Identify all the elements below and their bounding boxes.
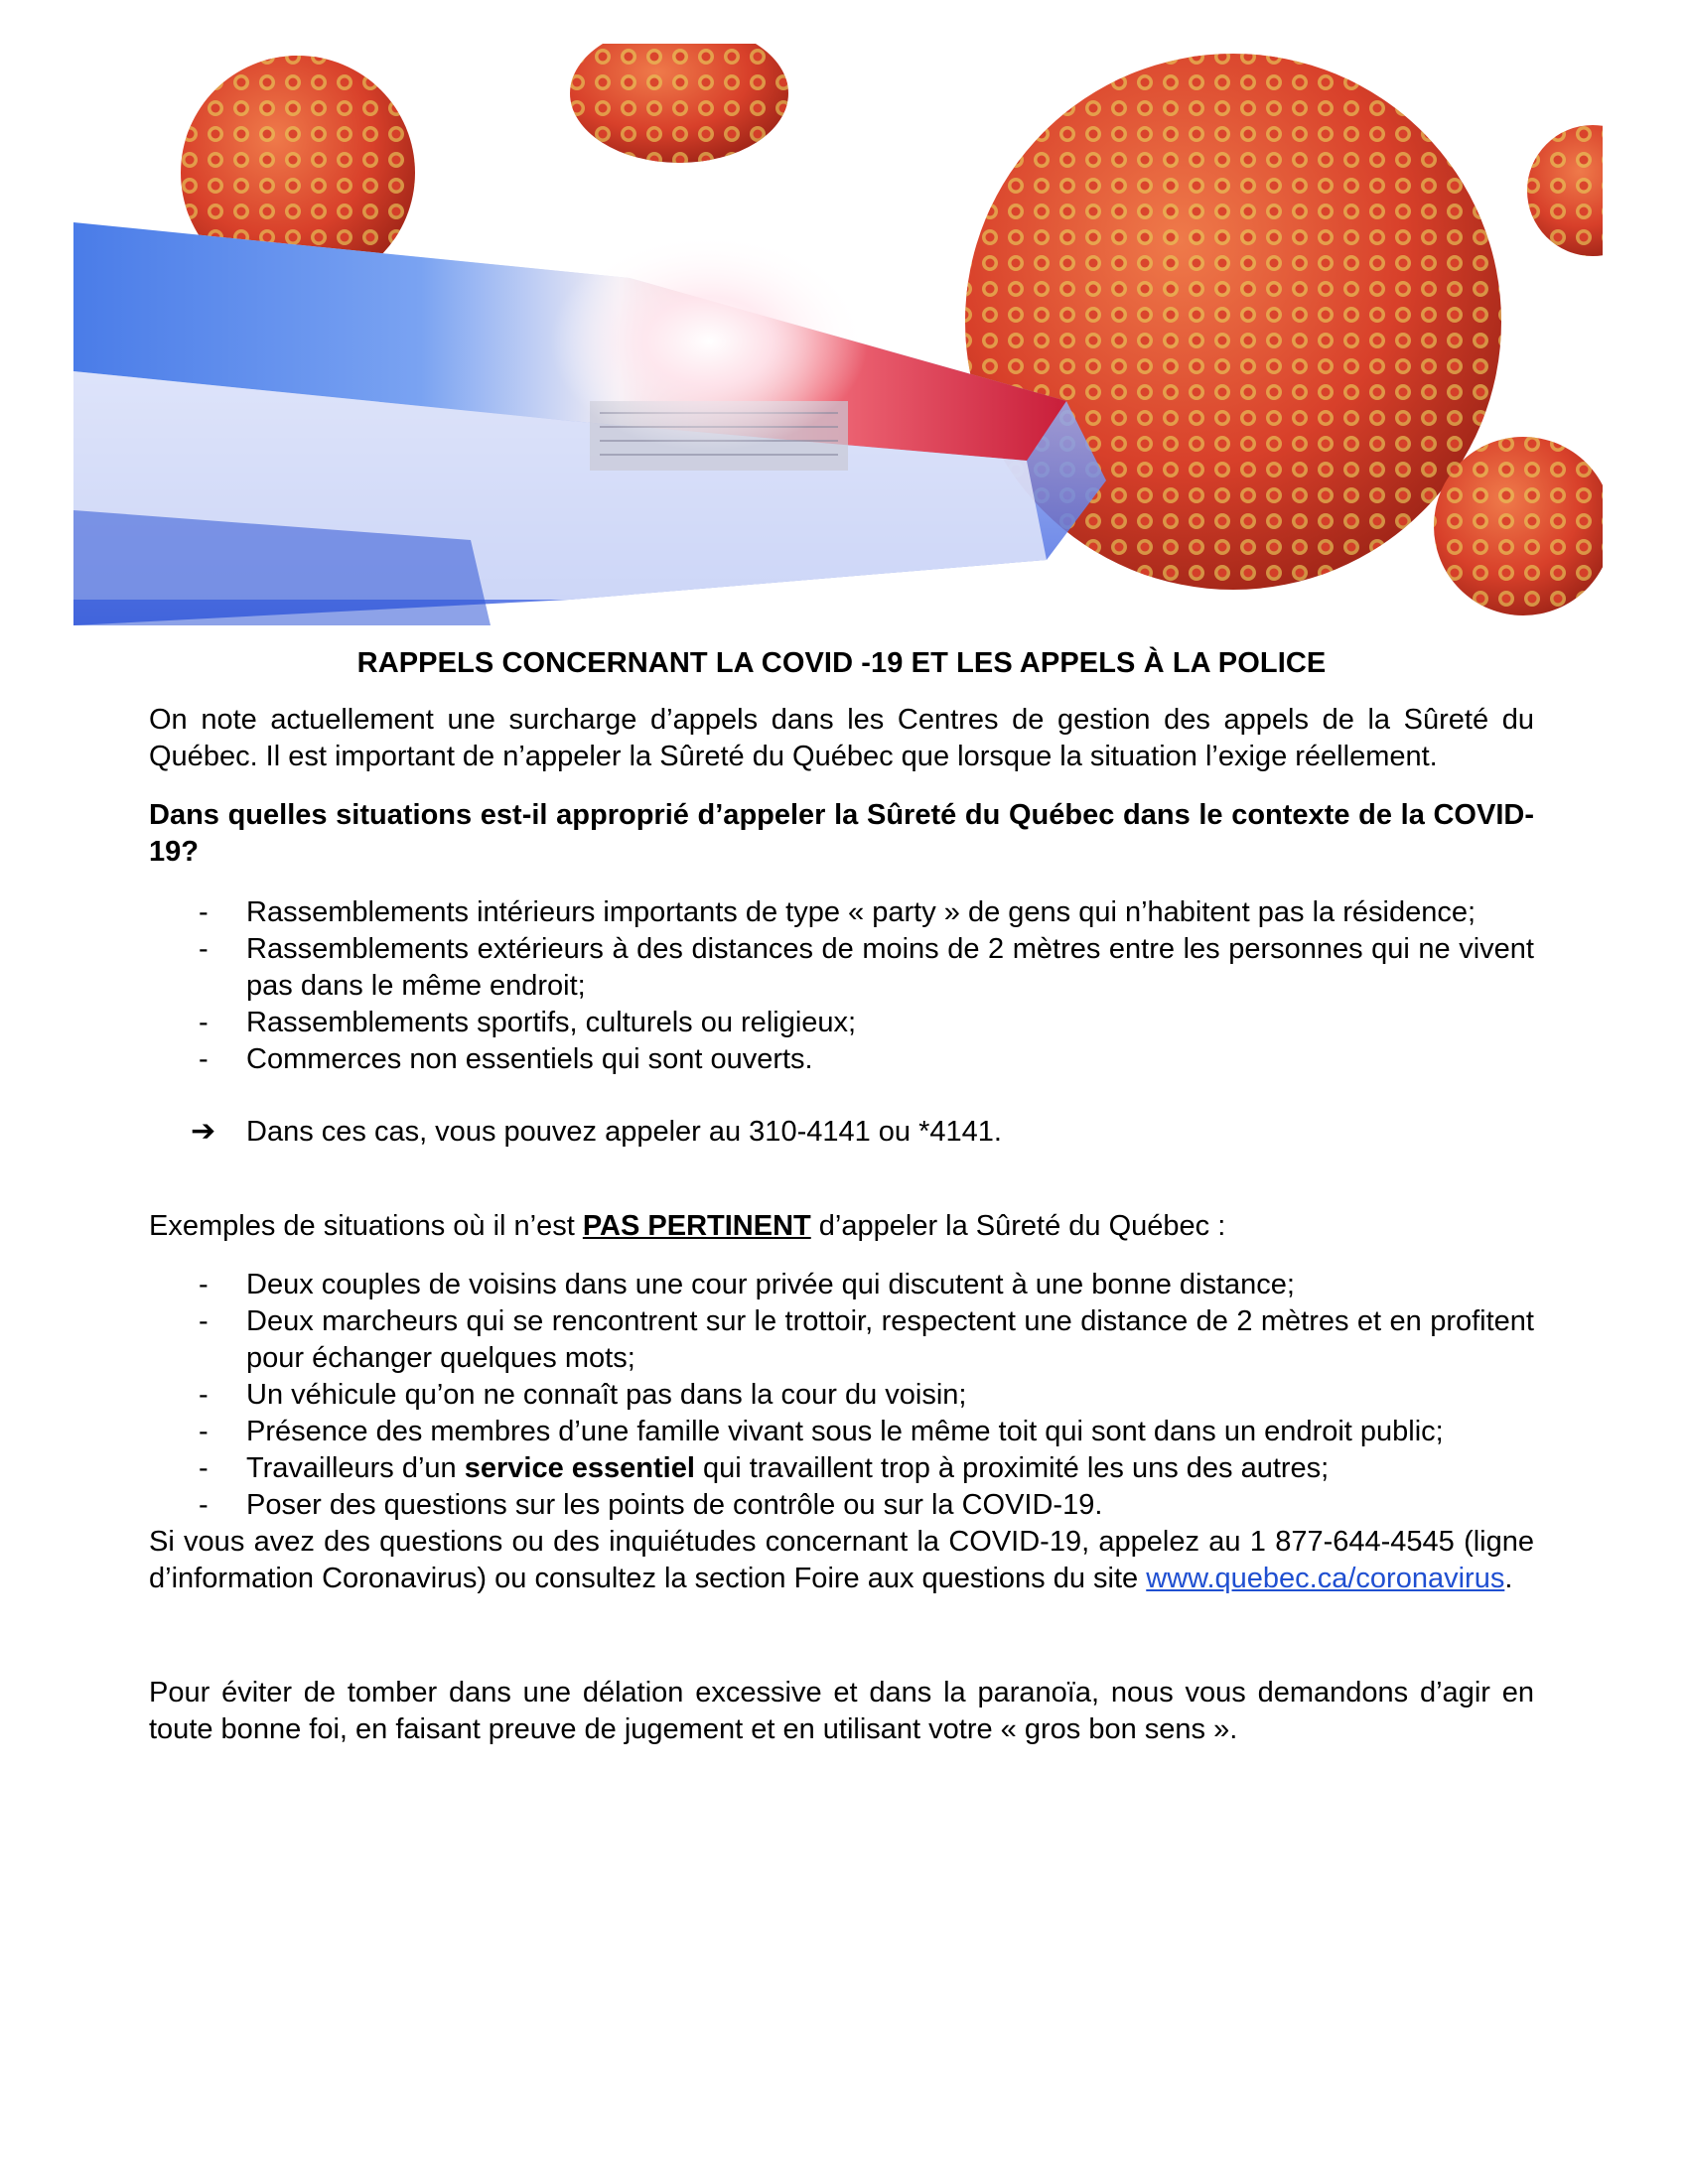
question-heading: Dans quelles situations est-il approprié d’appeler la Sûreté du Québec dans le contexte de la COVID-19? xyxy=(149,799,1534,868)
list-item: - Rassemblements sportifs, culturels ou religieux; xyxy=(149,1005,1534,1041)
dash-bullet: - xyxy=(199,1305,209,1337)
virus-icon xyxy=(1527,125,1603,256)
arrow-right-icon: ➔ xyxy=(191,1115,216,1148)
dash-bullet: - xyxy=(199,1452,209,1484)
list-item: - Commerces non essentiels qui sont ouverts. xyxy=(149,1041,1534,1078)
list-item: - Rassemblements extérieurs à des distances de moins de 2 mètres entre les personnes qui ne vivent pas dans le même endroit; xyxy=(199,933,1534,1002)
coronavirus-website-link[interactable]: www.quebec.ca/coronavirus xyxy=(1146,1563,1505,1594)
dash-bullet: - xyxy=(199,1269,209,1300)
dash-bullet: - xyxy=(199,1007,209,1038)
bold-text: service essentiel xyxy=(464,1452,695,1484)
list-item: - Deux marcheurs qui se rencontrent sur le trottoir, respectent une distance de 2 mètres et en profitent pour échanger quelques mots; xyxy=(199,1305,1534,1374)
document-body xyxy=(149,631,1534,1748)
list-item: - Poser des questions sur les points de contrôle ou sur la COVID-19. xyxy=(149,1487,1534,1524)
dash-bullet: - xyxy=(199,1489,209,1521)
dash-bullet: - xyxy=(199,896,209,928)
header-illustration xyxy=(73,44,1603,625)
not-pertinent-list xyxy=(149,1267,1534,1524)
call-number-note: ➔ Dans ces cas, vous pouvez appeler au 310-4141 ou *4141. xyxy=(191,1115,1002,1148)
list-item: - Un véhicule qu’on ne connaît pas dans la cour du voisin; xyxy=(149,1377,1534,1414)
closing-paragraph: Pour éviter de tomber dans une délation excessive et dans la paranoïa, nous vous demandons d’agir en toute bonne foi, en faisant preuve de jugement et en utilisant votre « gros bon sens ». xyxy=(149,1677,1534,1745)
appropriate-situations-list xyxy=(149,894,1534,1078)
list-item: - Présence des membres d’une famille vivant sous le même toit qui sont dans un endroit public; xyxy=(149,1414,1534,1450)
dash-bullet: - xyxy=(199,933,209,965)
dash-bullet: - xyxy=(199,1379,209,1411)
dash-bullet: - xyxy=(199,1043,209,1075)
emphasis-text: PAS PERTINENT xyxy=(582,1210,811,1242)
list-item: - Travailleurs d’un service essentiel qui travaillent trop à proximité les uns des autres; xyxy=(149,1450,1534,1487)
virus-icon xyxy=(570,44,788,163)
page-title: RAPPELS CONCERNANT LA COVID -19 ET LES APPELS À LA POLICE xyxy=(356,647,1327,679)
examples-heading: Exemples de situations où il n’est PAS PERTINENT d’appeler la Sûreté du Québec : xyxy=(149,1210,1226,1242)
list-item: - Deux couples de voisins dans une cour privée qui discutent à une bonne distance; xyxy=(149,1267,1534,1303)
list-item: - Rassemblements intérieurs importants de type « party » de gens qui n’habitent pas la résidence; xyxy=(149,894,1534,931)
info-paragraph: Si vous avez des questions ou des inquiétudes concernant la COVID-19, appelez au 1 877-644-4545 (ligne d’information Coronavirus) ou consultez la section Foire aux questions du site www.quebec.ca/coronavirus. xyxy=(149,1526,1534,1594)
police-light-icon xyxy=(73,222,1106,625)
intro-paragraph: On note actuellement une surcharge d’appels dans les Centres de gestion des appels de la Sûreté du Québec. Il est important de n’appeler la Sûreté du Québec que lorsque la situation l’exige réellement. xyxy=(149,704,1534,772)
dash-bullet: - xyxy=(199,1416,209,1447)
